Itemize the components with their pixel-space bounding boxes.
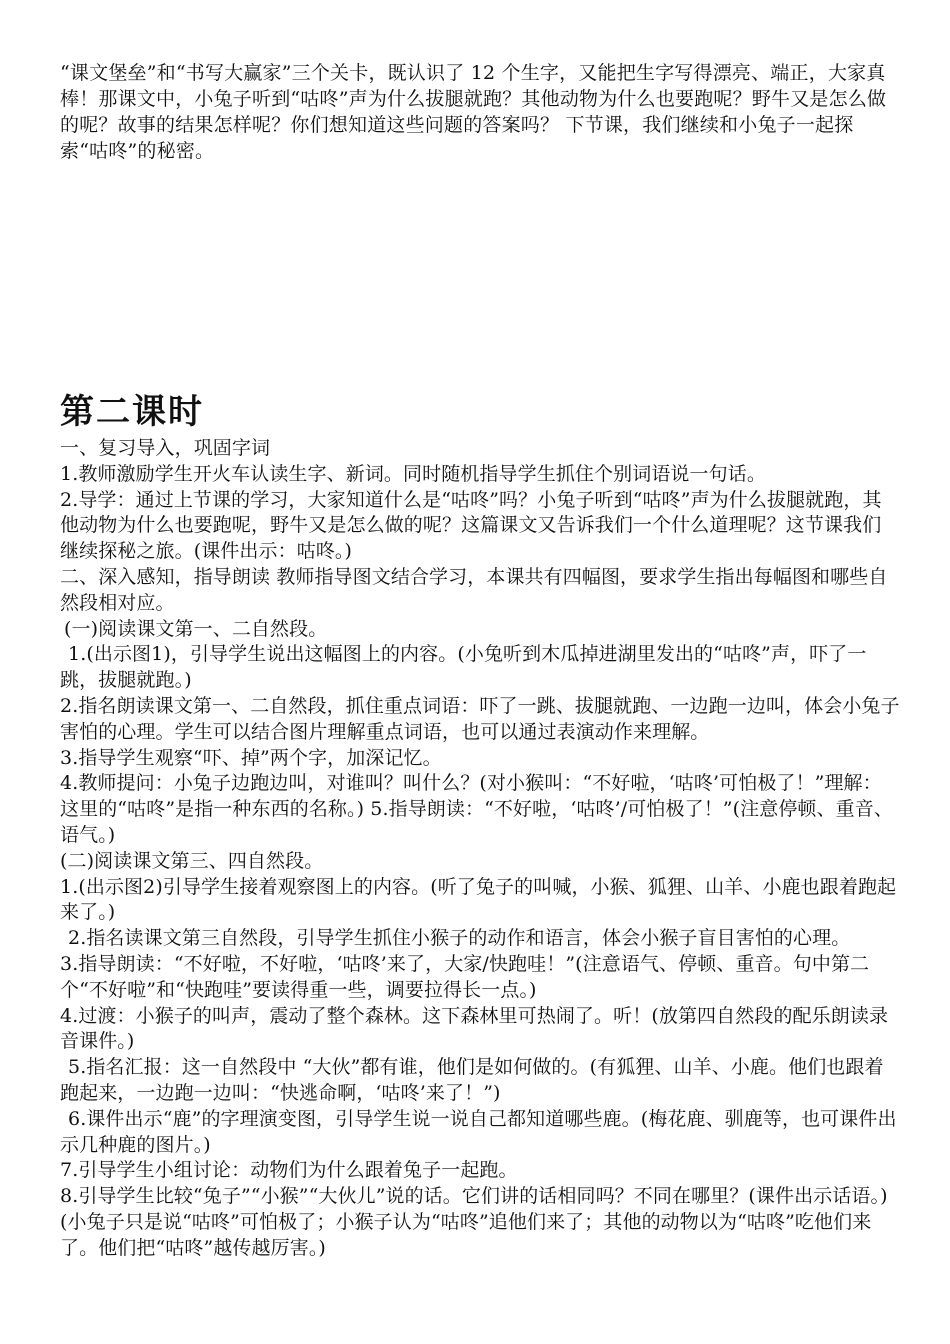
subsection-heading-2: (二)阅读课文第三、四自然段。 bbox=[60, 849, 324, 872]
paragraph-item: 6.课件出示“鹿”的字理演变图，引导学生说一说自己都知道哪些鹿。(梅花鹿、驯鹿等，也可课件出示几种鹿的图片。) bbox=[60, 1107, 897, 1156]
paragraph-item: 8.引导学生比较“兔子”“小猴”“大伙儿”说的话。它们讲的话相同吗？不同在哪里？(课件出示话语。)(小兔子只是说“咕咚”可怕极了；小猴子认为“咕咚”追他们来了；其他的动物以为“咕咚”吃他们来了。他们把“咕咚”越传越厉害。) bbox=[60, 1185, 888, 1259]
paragraph-item: 7.引导学生小组讨论：动物们为什么跟着兔子一起跑。 bbox=[60, 1159, 518, 1182]
intro-paragraph: “课文堡垒”和“书写大赢家”三个关卡，既认识了 12 个生字，又能把生字写得漂亮、端正，大家真棒！那课文中，小兔子听到“咕咚”声为什么拔腿就跑？其他动物为什么也要跑呢？野牛又是怎么做的呢？故事的结果怎样呢？你们想知道这些问题的答案吗？ 下节课，我们继续和小兔子一起探索“咕咚”的秘密。 bbox=[60, 62, 887, 162]
section-heading-reading: 二、深入感知，指导朗读 教师指导图文结合学习，本课共有四幅图，要求学生指出每幅图和哪些自然段相对应。 bbox=[60, 565, 888, 614]
paragraph-item: 4.过渡：小猴子的叫声，震动了整个森林。这下森林里可热闹了。听！(放第四自然段的配乐朗读录音课件。) bbox=[60, 1004, 889, 1053]
paragraph-item: 2.指名读课文第三自然段，引导学生抓住小猴子的动作和语言，体会小猴子盲目害怕的心理。 bbox=[68, 927, 851, 950]
paragraph-item: 1.(出示图2)引导学生接着观察图上的内容。(听了兔子的叫喊，小猴、狐狸、山羊、小鹿也跟着跑起来了。) bbox=[60, 875, 897, 924]
subsection-heading-1: (一)阅读课文第一、二自然段。 bbox=[64, 617, 328, 640]
lesson-title: 第二课时 bbox=[60, 392, 204, 432]
section-heading-review: 一、复习导入，巩固字词 bbox=[60, 437, 271, 459]
lesson-body bbox=[60, 436, 900, 1262]
intro-section bbox=[60, 60, 900, 164]
paragraph-item: 1.教师激励学生开火车认读生字、新词。同时随机指导学生抓住个别词语说一句话。 bbox=[60, 462, 766, 485]
paragraph-item: 5.指名汇报：这一自然段中 “大伙”都有谁，他们是如何做的。(有狐狸、山羊、小鹿。他们也跟着跑起来，一边跑一边叫：“快逃命啊，‘咕咚’来了！”) bbox=[60, 1056, 884, 1104]
paragraph-item: 3.指导朗读：“不好啦，不好啦，‘咕咚’来了，大家/快跑哇！”(注意语气、停顿、重音。句中第二个“不好啦”和“快跑哇”要读得重一些，调要拉得长一点。) bbox=[60, 952, 870, 1001]
paragraph-item: 1.(出示图1)，引导学生说出这幅图上的内容。(小兔听到木瓜掉进湖里发出的“咕咚”声，吓了一跳，拔腿就跑。) bbox=[60, 643, 867, 692]
paragraph-item: 3.指导学生观察“吓、掉”两个字，加深记忆。 bbox=[60, 746, 442, 769]
paragraph-item: 2.指名朗读课文第一、二自然段，抓住重点词语：吓了一跳、拔腿就跑、一边跑一边叫，体会小兔子害怕的心理。学生可以结合图片理解重点词语，也可以通过表演动作来理解。 bbox=[60, 694, 900, 743]
paragraph-item: 2.导学：通过上节课的学习，大家知道什么是“咕咚”吗？小兔子听到“咕咚”声为什么拔腿就跑，其他动物为什么也要跑呢，野牛又是怎么做的呢？这篇课文又告诉我们一个什么道理呢？这节课我们继续探秘之旅。(课件出示：咕咚。) bbox=[60, 488, 882, 563]
paragraph-item: 4.教师提问：小兔子边跑边叫，对谁叫？叫什么？(对小猴叫：“不好啦，‘咕咚’可怕极了！”理解：这里的“咕咚”是指一种东西的名称。) 5.指导朗读：“不好啦，‘咕咚’/可怕极了！”(注意停顿、重音、语气。) bbox=[60, 772, 893, 846]
